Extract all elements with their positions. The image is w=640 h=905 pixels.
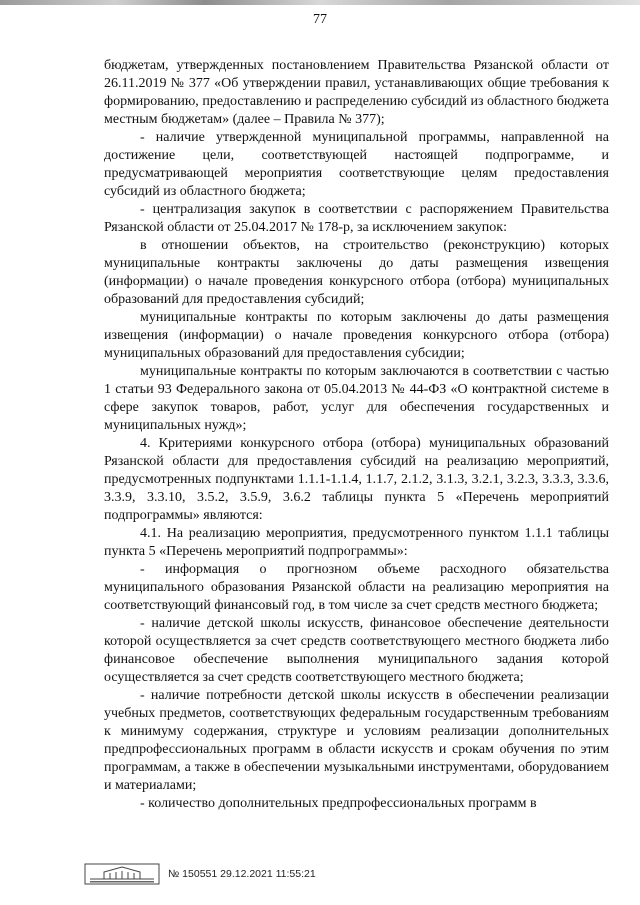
paragraph: - информация о прогнозном объеме расходного обязательства муниципального образования Рязанской области на реализацию мероприятия на соответствующий финансовый год, в том числе за счет средств местного бюджета;: [104, 562, 609, 613]
paragraph: бюджетам, утвержденных постановлением Правительства Рязанской области от 26.11.2019 № 377 «Об утверждении правил, устанавливающих общие требования к формированию, предоставлению и распределению субсидий из областного бюджета местным бюджетам» (далее – Правила № 377);: [104, 58, 609, 127]
paragraph: - наличие потребности детской школы искусств в обеспечении реализации учебных предметов, соответствующих федеральным государственным требованиям к минимуму содержания, структуре и условиям реализации дополнительных предпрофессиональных программ в области искусств и срокам обучения по этим программам, а также в обеспечении музыкальными инструментами, оборудованием и материалами;: [104, 688, 609, 793]
paragraph: - наличие детской школы искусств, финансовое обеспечение деятельности которой осуществляется за счет средств соответствующего местного бюджета либо финансовое обеспечение выполнения муниципального задания которой осуществляется за счет средств соответствующего местного бюджета;: [104, 616, 609, 685]
registration-stamp: № 150551 29.12.2021 11:55:21: [168, 868, 316, 880]
page-number: 77: [313, 12, 327, 27]
paragraph: в отношении объектов, на строительство (реконструкцию) которых муниципальные контракты заключены до даты размещения извещения (информации) о начале проведения конкурсного отбора (отбора) муниципальных образований для предоставления субсидий;: [104, 238, 609, 307]
paragraph: 4. Критериями конкурсного отбора (отбора) муниципальных образований Рязанской области для предоставления субсидий на реализацию мероприятий, предусмотренных подпунктами 1.1.1-1.1.4, 1.1.7, 2.1.2, 3.1.3, 3.2.1, 3.2.3, 3.3.3, 3.3.6, 3.3.9, 3.3.10, 3.5.2, 3.5.9, 3.6.2 таблицы пункта 5 «Перечень мероприятий подпрограммы» являются:: [104, 436, 609, 523]
paragraph: - централизация закупок в соответствии с распоряжением Правительства Рязанской области от 25.04.2017 № 178-р, за исключением закупок:: [104, 202, 609, 235]
paragraph: муниципальные контракты по которым заключаются в соответствии с частью 1 статьи 93 Федерального закона от 05.04.2013 № 44-ФЗ «О контрактной системе в сфере закупок товаров, работ, услуг для обеспечения государственных и муниципальных нужд»;: [104, 364, 609, 433]
document-body: [104, 57, 609, 813]
paragraph: - количество дополнительных предпрофессиональных программ в: [140, 796, 537, 811]
building-seal-icon: [84, 863, 160, 885]
registration-footer: [84, 862, 316, 886]
paragraph: - наличие утвержденной муниципальной программы, направленной на достижение цели, соответствующей настоящей подпрограмме, и предусматривающей мероприятия соответствующие целям предоставления субсидий из областного бюджета;: [104, 130, 609, 199]
paragraph: 4.1. На реализацию мероприятия, предусмотренного пунктом 1.1.1 таблицы пункта 5 «Перечень мероприятий подпрограммы»:: [104, 526, 609, 559]
paragraph: муниципальные контракты по которым заключены до даты размещения извещения (информации) о начале проведения конкурсного отбора (отбора) муниципальных образований для предоставления субсидии;: [104, 310, 609, 361]
scan-top-edge: [0, 0, 640, 5]
